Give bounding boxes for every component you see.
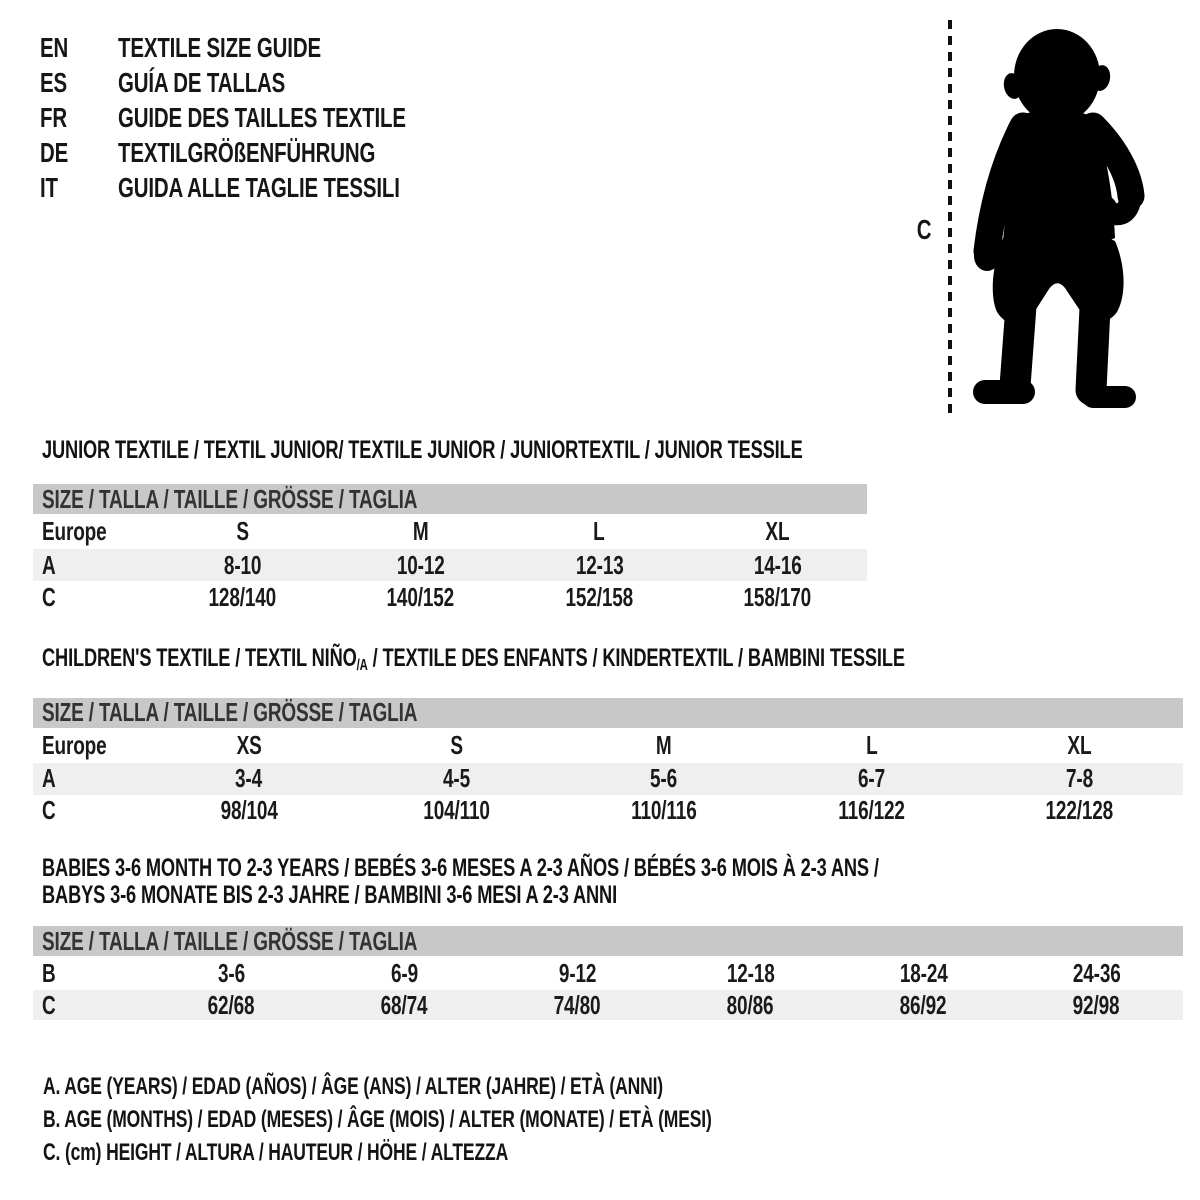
height-value: 74/80 [554,989,601,1020]
measurement-figure [900,0,1200,440]
junior-table-title: JUNIOR TEXTILE / TEXTIL JUNIOR/ TEXTILE JUNIOR / JUNIORTEXTIL / JUNIOR TESSILE [42,436,803,464]
language-row-it [40,170,512,205]
legend-line-a: A. AGE (YEARS) / EDAD (AÑOS) / ÂGE (ANS) / ALTER (JAHRE) / ETÀ (ANNI) [43,1073,663,1100]
height-value: 110/116 [631,795,697,826]
height-value: 140/152 [386,581,455,612]
table-row-height [33,990,1183,1020]
size-col: XL [1067,729,1092,760]
size-col: L [865,729,878,760]
language-row-es [40,65,512,100]
height-value: 116/122 [838,795,905,826]
age-value: 3-4 [235,763,263,794]
size-col: XS [236,729,262,760]
guide-title-it: GUIDA ALLE TAGLIE TESSILI [118,171,400,203]
height-measure-label: C [916,214,932,245]
age-value: 6-7 [858,763,886,794]
age-value: 5-6 [650,763,678,794]
children-textile-table [33,645,1183,827]
junior-textile-table [33,437,867,613]
legend-line-c: C. (cm) HEIGHT / ALTURA / HAUTEUR / HÖHE / ALTEZZA [43,1139,509,1166]
language-code: EN [40,31,69,63]
language-code: DE [40,136,69,168]
age-value: 7-8 [1065,763,1093,794]
age-value: 12-13 [575,549,624,580]
age-value: 14-16 [753,549,802,580]
table-row-age [33,549,867,581]
language-title-list [40,30,512,205]
babies-table-title-line1: BABIES 3-6 MONTH TO 2-3 YEARS / BEBÉS 3-6 MESES A 2-3 AÑOS / BÉBÉS 3-6 MOIS À 2-3 ANS / [42,854,879,882]
guide-title-es: GUÍA DE TALLAS [118,66,286,98]
age-value: 4-5 [442,763,470,794]
size-col: S [450,729,463,760]
height-value: 98/104 [220,795,278,826]
language-code: IT [40,171,58,203]
table-row-age [33,763,1183,795]
size-col: XL [765,516,790,546]
language-row-fr [40,100,512,135]
height-value: 122/128 [1045,795,1113,826]
language-row-en [40,30,512,65]
months-value: 18-24 [899,957,948,988]
size-col: L [593,516,605,546]
height-value: 152/158 [565,581,634,612]
size-col: M [412,516,429,546]
legend-line-b: B. AGE (MONTHS) / EDAD (MESES) / ÂGE (MOIS) / ALTER (MONATE) / ETÀ (MESI) [43,1106,712,1133]
age-value: 8-10 [223,549,261,580]
table-row-sizes [33,728,1183,763]
toddler-silhouette-icon [963,16,1155,426]
row-label: C [42,989,56,1020]
babies-table-title-line2: BABYS 3-6 MONATE BIS 2-3 JAHRE / BAMBINI 3-6 MESI A 2-3 ANNI [42,881,618,909]
language-code: FR [40,101,67,133]
size-col: S [235,516,249,546]
table-row-sizes [33,514,867,549]
guide-title-de: TEXTILGRÖßENFÜHRUNG [118,136,376,168]
table-row-months [33,956,1183,990]
language-row-de [40,135,512,170]
nino-a-subscript: /A [356,656,368,674]
children-table-title: CHILDREN'S TEXTILE / TEXTIL NIÑO/A / TEXTILE DES ENFANTS / KINDERTEXTIL / BAMBINI TESSILE [42,644,905,674]
row-label: Europe [42,516,107,546]
months-value: 3-6 [217,957,245,988]
size-col: M [656,729,672,760]
height-value: 86/92 [900,989,947,1020]
guide-title-fr: GUIDE DES TAILLES TEXTILE [118,101,406,133]
row-label: A [42,549,56,580]
row-label: C [42,795,56,826]
height-value: 158/170 [743,581,812,612]
size-header-bar: SIZE / TALLA / TAILLE / GRÖSSE / TAGLIA [33,484,867,514]
height-measure-dashed-line [948,20,952,416]
size-header-bar: SIZE / TALLA / TAILLE / GRÖSSE / TAGLIA [33,926,1183,956]
row-label: A [42,763,56,794]
height-value: 68/74 [381,989,428,1020]
months-value: 12-18 [726,957,775,988]
height-value: 62/68 [208,989,255,1020]
row-label: B [42,957,56,988]
months-value: 6-9 [390,957,418,988]
babies-textile-table [33,855,1183,1020]
row-label: C [42,581,56,612]
row-label: Europe [42,729,107,760]
language-code: ES [40,66,67,98]
months-value: 9-12 [558,957,597,988]
table-row-height [33,581,867,613]
months-value: 24-36 [1072,957,1121,988]
age-value: 10-12 [396,549,445,580]
height-value: 92/98 [1073,989,1120,1020]
table-row-height [33,795,1183,827]
guide-title-en: TEXTILE SIZE GUIDE [118,31,321,63]
height-value: 128/140 [208,581,277,612]
height-value: 104/110 [423,795,490,826]
height-value: 80/86 [727,989,774,1020]
measurement-legend [43,1070,959,1169]
size-header-bar: SIZE / TALLA / TAILLE / GRÖSSE / TAGLIA [33,698,1183,728]
